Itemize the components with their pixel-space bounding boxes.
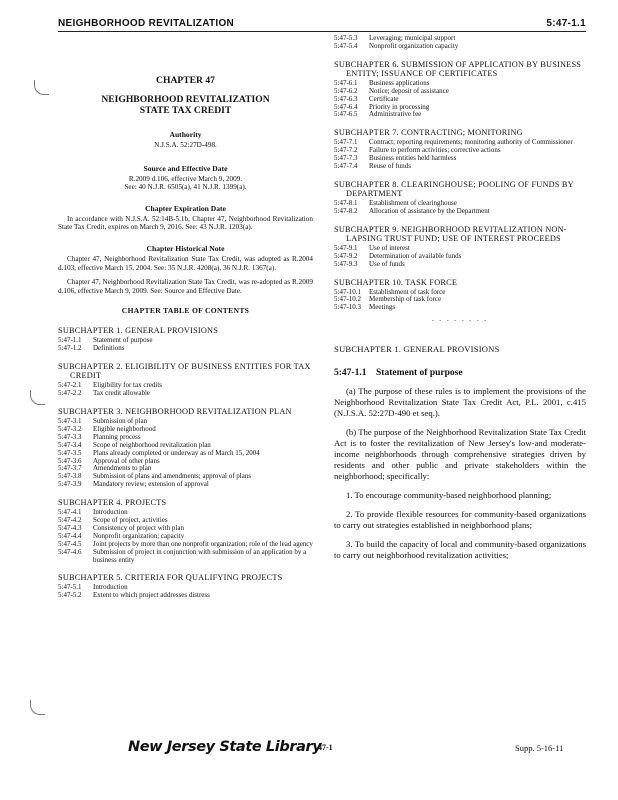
toc-entry-title: Submission of project in conjunction with submission of an application by a business entity — [93, 547, 307, 564]
toc-entry-number: 5:47-4.2 — [58, 516, 82, 525]
toc-entry-title: Tax credit allowable — [93, 389, 151, 398]
toc-entry-title: Use of interest — [369, 243, 410, 252]
toc-entry-number: 5:47-1.1 — [58, 336, 82, 345]
toc-entry-title: Administrative fee — [369, 110, 422, 119]
toc-entry-title: Approval of other plans — [93, 456, 160, 465]
toc-subchapter-title: SUBCHAPTER 3. NEIGHBORHOOD REVITALIZATION PLAN — [58, 406, 292, 416]
margin-mark — [30, 700, 45, 715]
history-paragraph-1: Chapter 47, Neighborhood Revitalization State Tax Credit, was adopted as R.2004 d.103, effective March 15, 2004. See: 35 N.J.R. 4208(a), 36 N.J.R. 1367(a). — [58, 254, 313, 272]
running-header — [58, 15, 586, 32]
left-column — [58, 40, 313, 600]
toc-entry-number: 5:47-6.1 — [334, 78, 358, 87]
toc-entry-number: 5:47-2.1 — [58, 381, 82, 390]
toc-items — [58, 382, 313, 398]
toc-items — [334, 80, 586, 120]
toc-group — [334, 278, 586, 313]
toc-entry-number: 5:47-4.3 — [58, 523, 82, 532]
margin-mark — [30, 390, 45, 405]
body-paragraph: 2. To provide flexible resources for community-based organizations to carry out strategies established in neighborhood plans; — [334, 509, 586, 531]
toc-left-list — [58, 326, 313, 600]
toc-subchapter-title: SUBCHAPTER 4. PROJECTS — [58, 498, 167, 508]
toc-entry-number: 5:47-5.2 — [58, 591, 82, 600]
toc-entry — [334, 304, 586, 312]
toc-items — [58, 418, 313, 489]
toc-group — [334, 225, 586, 269]
toc-subchapter-title: SUBCHAPTER 2. ELIGIBILITY OF BUSINESS ENTITIES FOR TAX CREDIT — [58, 362, 311, 381]
toc-group — [58, 362, 313, 398]
toc-entry — [334, 163, 586, 171]
toc-subchapter-title: SUBCHAPTER 6. SUBMISSION OF APPLICATION BY BUSINESS ENTITY; ISSUANCE OF CERTIFICATES — [334, 59, 582, 78]
toc-entry-title: Introduction — [93, 583, 128, 592]
toc-entry — [58, 549, 313, 565]
toc-entry-title: Submission of plans and amendments; approval of plans — [93, 472, 252, 481]
toc-entry-title: Introduction — [93, 508, 128, 517]
toc-entry-number: 5:47-10.3 — [334, 303, 362, 312]
toc-items — [334, 35, 586, 51]
toc-entry-title: Eligible neighborhood — [93, 424, 156, 433]
toc-entry-number: 5:47-9.3 — [334, 259, 358, 268]
toc-entry-title: Contract; reporting requirements; monitoring authority of Commissioner — [369, 138, 573, 147]
toc-entry-number: 5:47-10.2 — [334, 295, 362, 304]
right-column — [334, 34, 586, 561]
toc-entry-number: 5:47-4.5 — [58, 539, 82, 548]
toc-entry-title: Nonprofit organization capacity — [369, 41, 459, 50]
toc-entry-number: 5:47-6.2 — [334, 86, 358, 95]
toc-entry-title: Definitions — [93, 344, 125, 353]
toc-entry-number: 5:47-8.1 — [334, 198, 358, 207]
expiration-text: In accordance with N.J.S.A. 52:14B-5.1b, Chapter 47, Neighborhood Revitalization State Tax Credit, expires on March 9, 2016. See: 43 N.J.R. 1203(a). — [58, 214, 313, 232]
toc-entry-number: 5:47-2.2 — [58, 389, 82, 398]
toc-entry-number: 5:47-10.1 — [334, 287, 362, 296]
history-heading: Chapter Historical Note — [146, 243, 225, 253]
toc-group — [334, 128, 586, 171]
library-stamp: New Jersey State Library — [128, 739, 322, 755]
header-title: NEIGHBORHOOD REVITALIZATION — [58, 18, 235, 29]
page-number: 47-1 — [318, 743, 333, 752]
toc-right-list — [334, 35, 586, 312]
toc-entry-title: Meetings — [369, 303, 396, 312]
toc-entry-number: 5:47-3.1 — [58, 416, 82, 425]
toc-group — [334, 35, 586, 51]
toc-entry-title: Use of funds — [369, 259, 405, 268]
toc-entry-number: 5:47-3.7 — [58, 464, 82, 473]
toc-items — [334, 289, 586, 313]
toc-heading: CHAPTER TABLE OF CONTENTS — [121, 306, 250, 316]
toc-entry-title: Leveraging; municipal support — [369, 34, 456, 42]
toc-entry-title: Certificate — [369, 94, 399, 103]
toc-entry-title: Consistency of project with plan — [93, 523, 184, 532]
toc-entry-title: Plans already completed or underway as of March 15, 2004 — [93, 448, 260, 457]
toc-entry-number: 5:47-7.4 — [334, 162, 358, 171]
expiration-heading: Chapter Expiration Date — [145, 203, 226, 213]
body-paragraph: 3. To build the capacity of local and community-based organizations to carry out neighborhood revitalization activities; — [334, 539, 586, 561]
chapter-title: NEIGHBORHOOD REVITALIZATION STATE TAX CREDIT — [101, 94, 270, 116]
toc-items — [334, 245, 586, 269]
toc-subchapter-title: SUBCHAPTER 8. CLEARINGHOUSE; POOLING OF FUNDS BY DEPARTMENT — [334, 179, 574, 198]
toc-entry-number: 5:47-5.1 — [58, 583, 82, 592]
toc-entry-number: 5:47-6.5 — [334, 110, 358, 119]
toc-entry-number: 5:47-7.3 — [334, 154, 358, 163]
toc-entry — [334, 261, 586, 269]
toc-entry-title: Notice; deposit of assistance — [369, 86, 449, 95]
body-paragraph: 1. To encourage community-based neighborhood planning; — [346, 490, 552, 501]
toc-group — [334, 60, 586, 120]
toc-entry-title: Eligibility for tax credits — [93, 381, 163, 390]
toc-entry-number: 5:47-9.2 — [334, 251, 358, 260]
section-heading — [334, 368, 586, 378]
toc-entry-title: Allocation of assistance by the Department — [369, 206, 490, 215]
toc-group — [58, 573, 313, 600]
chapter-number: CHAPTER 47 — [156, 75, 215, 86]
toc-entry-number: 5:47-3.3 — [58, 432, 82, 441]
toc-group — [58, 326, 313, 353]
toc-subchapter-title: SUBCHAPTER 9. NEIGHBORHOOD REVITALIZATION NON-LAPSING TRUST FUND; USE OF INTEREST PROCEEDS — [334, 224, 567, 243]
toc-items — [334, 200, 586, 216]
toc-entry-title: Amendments to plan — [93, 464, 152, 473]
toc-entry — [334, 43, 586, 51]
toc-entry-title: Submission of plan — [93, 416, 148, 425]
toc-entry-title: Business applications — [369, 78, 430, 87]
toc-items — [58, 584, 313, 600]
authority-heading: Authority — [169, 130, 202, 139]
authority-text: N.J.S.A. 52:27D-498. — [154, 141, 217, 149]
source-text: R.2009 d.106, effective March 9, 2009. See: 40 N.J.R. 6505(a), 41 N.J.R. 1399(a). — [124, 174, 247, 192]
toc-entry — [58, 345, 313, 353]
toc-entry-number: 5:47-5.4 — [334, 41, 358, 50]
toc-entry-number: 5:47-8.2 — [334, 206, 358, 215]
toc-entry — [58, 390, 313, 398]
toc-entry-title: Extent to which project addresses distress — [93, 591, 210, 600]
toc-entry-number: 5:47-3.8 — [58, 472, 82, 481]
toc-entry-title: Joint projects by more than one nonprofit organization; role of the lead agency — [93, 539, 313, 548]
body-paragraph: (b) The purpose of the Neighborhood Revitalization State Tax Credit Act is to foster the revitalization of New Jersey's low-and moderate-income neighborhoods through comprehensive strategies driven by residents and other public and private stakeholders within the neighborhood; specifically: — [334, 427, 586, 482]
toc-entry-title: Nonprofit organization; capacity — [93, 531, 185, 540]
toc-entry-title: Establishment of clearinghouse — [369, 198, 457, 207]
toc-entry-number: 5:47-7.2 — [334, 146, 358, 155]
toc-entry-number: 5:47-3.6 — [58, 456, 82, 465]
toc-items — [334, 139, 586, 171]
toc-entry-title: Statement of purpose — [93, 336, 153, 345]
toc-entry-number: 5:47-4.1 — [58, 508, 82, 517]
toc-entry-title: Scope of neighborhood revitalization plan — [93, 440, 211, 449]
supplement-date: Supp. 5-16-11 — [515, 743, 564, 753]
source-heading: Source and Effective Date — [143, 163, 228, 173]
toc-entry-number: 5:47-3.4 — [58, 440, 82, 449]
toc-entry-title: Failure to perform activities; corrective actions — [369, 146, 501, 155]
header-section-number: 5:47-1.1 — [546, 18, 586, 29]
toc-entry-number: 5:47-6.3 — [334, 94, 358, 103]
toc-entry-title: Membership of task force — [369, 295, 442, 304]
history-paragraph-2: Chapter 47, Neighborhood Revitalization State Tax Credit, was re-adopted as R.2009 d.106, effective March 9, 2009. See: Source and Effective Date. — [58, 278, 313, 295]
toc-entry — [334, 111, 586, 119]
toc-entry-number: 5:47-1.2 — [58, 344, 82, 353]
toc-group — [334, 180, 586, 216]
toc-entry-number: 5:47-5.3 — [334, 34, 358, 42]
toc-entry-title: Planning process — [93, 432, 141, 441]
toc-entry — [334, 208, 586, 216]
toc-subchapter-title: SUBCHAPTER 10. TASK FORCE — [334, 277, 458, 287]
toc-entry-title: Reuse of funds — [369, 162, 411, 171]
toc-entry-title: Determination of available funds — [369, 251, 462, 260]
toc-entry-number: 5:47-3.2 — [58, 424, 82, 433]
subchapter-heading: SUBCHAPTER 1. GENERAL PROVISIONS — [334, 344, 500, 355]
toc-entry-number: 5:47-4.6 — [58, 547, 82, 556]
section-title: Statement of purpose — [376, 368, 463, 379]
toc-subchapter-title: SUBCHAPTER 1. GENERAL PROVISIONS — [58, 326, 219, 336]
toc-entry-number: 5:47-7.1 — [334, 138, 358, 147]
toc-entry-number: 5:47-4.4 — [58, 531, 82, 540]
toc-subchapter-title: SUBCHAPTER 5. CRITERIA FOR QUALIFYING PROJECTS — [58, 573, 283, 583]
toc-entry-title: Business entities held harmless — [369, 154, 457, 163]
toc-entry-number: 5:47-9.1 — [334, 243, 358, 252]
toc-entry-title: Scope of project, activities — [93, 516, 168, 525]
toc-entry-number: 5:47-6.4 — [334, 102, 358, 111]
toc-entry — [58, 592, 313, 600]
toc-group — [58, 498, 313, 564]
toc-items — [58, 337, 313, 353]
section-divider: - - - - - - - - — [431, 318, 489, 325]
section-number: 5:47-1.1 — [334, 368, 367, 379]
toc-entry-title: Establishment of task force — [369, 287, 446, 296]
toc-entry-number: 5:47-3.5 — [58, 448, 82, 457]
toc-items — [58, 509, 313, 564]
toc-entry-title: Mandatory review; extension of approval — [93, 480, 209, 489]
body-paragraph: (a) The purpose of these rules is to implement the provisions of the Neighborhood Revitalization State Tax Credit Act, P.L. 2001, c.415 (N.J.S.A. 52:27D-490 et seq.). — [334, 386, 586, 419]
toc-entry-title: Priority in processing — [369, 102, 430, 111]
margin-mark — [34, 80, 49, 95]
toc-entry — [58, 481, 313, 489]
toc-entry-number: 5:47-3.9 — [58, 480, 82, 489]
toc-group — [58, 407, 313, 489]
toc-subchapter-title: SUBCHAPTER 7. CONTRACTING; MONITORING — [334, 128, 523, 138]
